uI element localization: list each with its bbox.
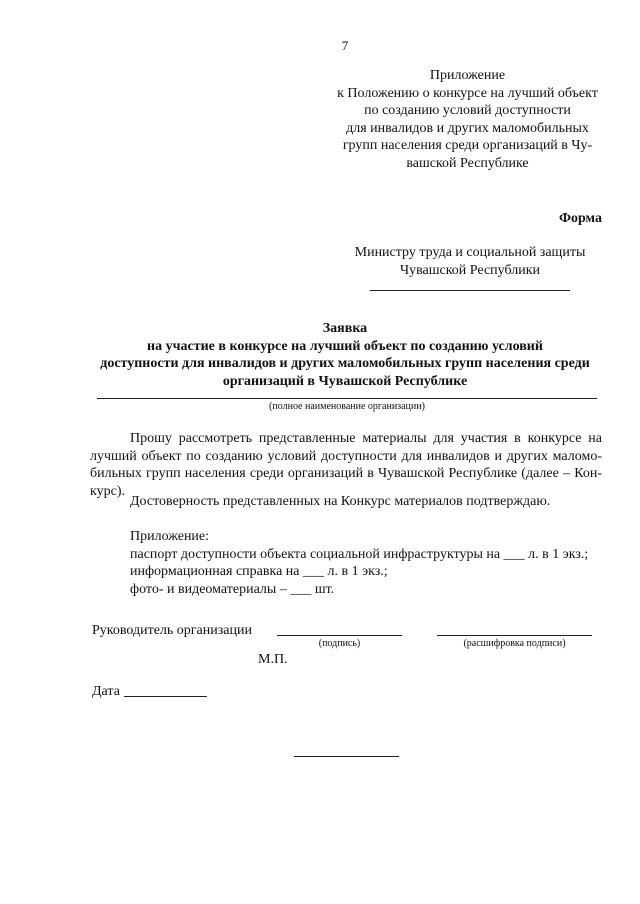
addressee-line: Чувашской Республики xyxy=(399,262,541,278)
confirmation-paragraph: Достоверность представленных на Конкурс материалов подтверждаю. xyxy=(130,494,551,509)
attachment-item: информационная справка на ___ л. в 1 экз.; xyxy=(130,564,388,580)
request-paragraph xyxy=(90,430,602,500)
paragraph-line: курс). xyxy=(90,483,125,499)
form-label: Форма xyxy=(558,211,602,226)
document-end-divider xyxy=(294,756,399,757)
appendix-line: к Положению о конкурсе на лучший объект xyxy=(337,85,598,101)
signature-decoding-blank-line xyxy=(437,635,592,636)
attachment-item: паспорт доступности объекта социальной инфраструктуры на ___ л. в 1 экз.; xyxy=(130,546,589,562)
signature-caption: (подпись) xyxy=(318,638,361,649)
page-number: 7 xyxy=(341,38,349,53)
stamp-place-label: М.П. xyxy=(258,652,288,667)
appendix-line: групп населения среди организаций в Чу- xyxy=(342,138,593,154)
paragraph-line: Прошу рассмотреть представленные материалы для участия в конкурсе на xyxy=(130,431,602,446)
appendix-line: Приложение xyxy=(429,68,506,83)
signature-blank-line xyxy=(277,635,402,636)
addressee-name-blank-line xyxy=(370,290,570,291)
date-label: Дата xyxy=(92,684,120,699)
title-line: доступности для инвалидов и других маломобильных групп населения среди xyxy=(100,356,590,372)
attachments-list xyxy=(130,528,588,598)
attachment-item: фото- и видеоматериалы – ___ шт. xyxy=(130,581,335,597)
signature-decoding-caption: (расшифровка подписи) xyxy=(463,638,566,649)
appendix-header xyxy=(330,67,605,173)
appendix-line: вашской Республике xyxy=(406,155,529,171)
head-of-organization-label: Руководитель организации xyxy=(92,623,252,638)
attachments-heading: Приложение: xyxy=(130,529,210,544)
title-line: Заявка xyxy=(322,321,368,336)
organization-name-caption: (полное наименование организации) xyxy=(269,401,425,412)
title-line: организаций в Чувашской Республике xyxy=(222,373,468,389)
appendix-line: для инвалидов и других маломобильных xyxy=(346,120,589,136)
paragraph-line: бильных групп населения среди организаций в Чувашской Республике (далее – Кон- xyxy=(90,466,602,482)
addressee-block xyxy=(340,244,600,279)
organization-name-blank-line xyxy=(97,398,597,399)
appendix-line: по созданию условий доступности xyxy=(364,103,571,119)
date-blank-line xyxy=(124,696,207,697)
addressee-line: Министру труда и социальной защиты xyxy=(354,245,586,260)
application-title xyxy=(90,320,600,390)
title-line: на участие в конкурсе на лучший объект по созданию условий xyxy=(147,338,543,354)
paragraph-line: лучший объект по созданию условий доступности для инвалидов и других маломо- xyxy=(90,448,602,464)
